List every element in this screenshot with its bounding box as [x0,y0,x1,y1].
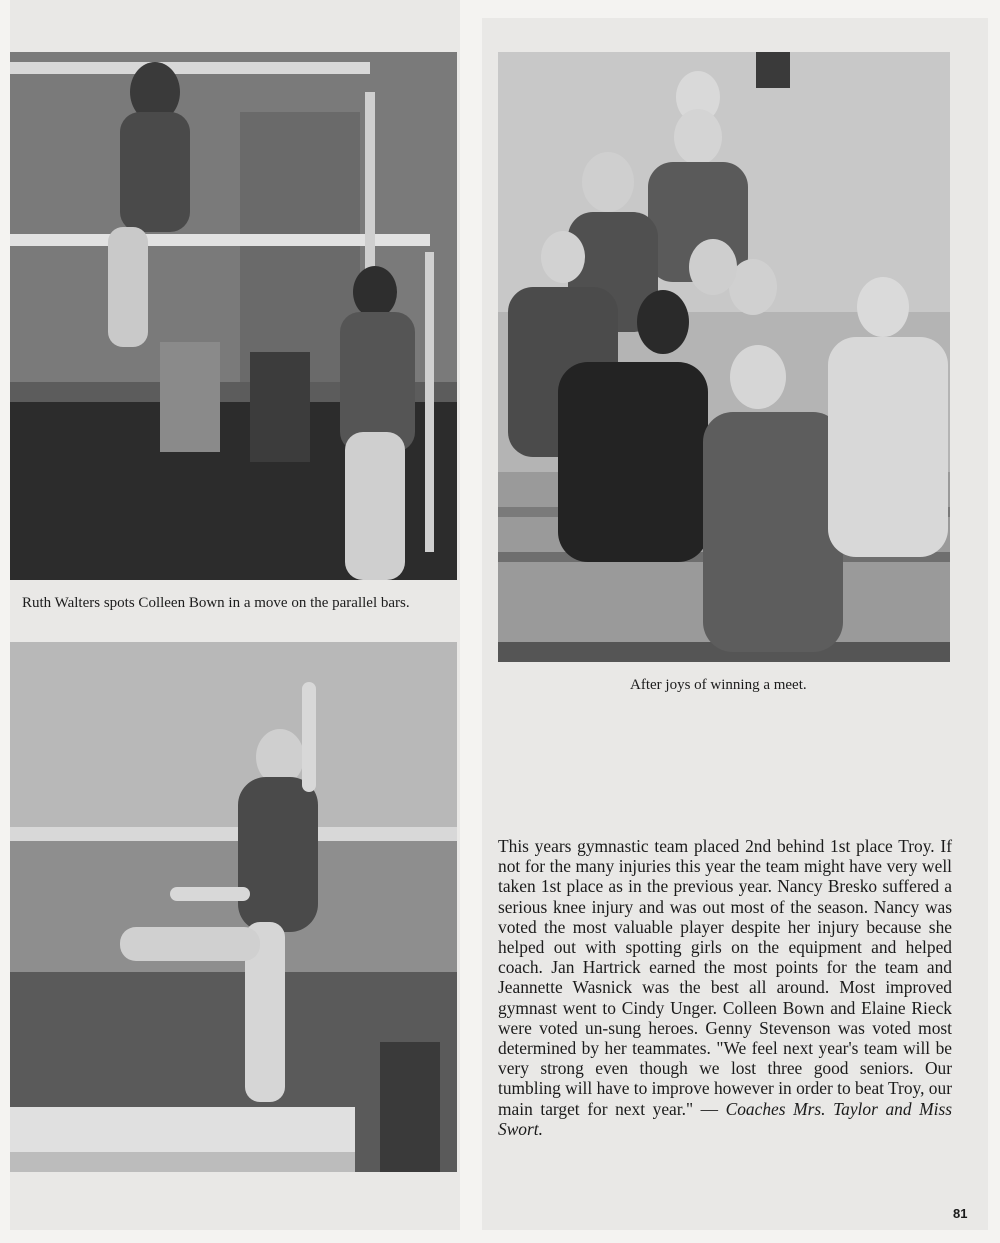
team-group-photo [498,52,950,662]
article-body [498,836,952,1139]
page-number: 81 [953,1206,968,1221]
parallel-bars-photo [10,52,457,580]
parallel-bars-caption: Ruth Walters spots Colleen Bown in a move on the parallel bars. [22,595,410,611]
team-group-caption: After joys of winning a meet. [630,677,807,693]
balance-beam-photo [10,642,457,1172]
coaches-signature: Coaches Mrs. Taylor and Miss Swort. [498,1098,952,1139]
article-body-text: This years gymnastic team placed 2nd behind 1st place Troy. If not for the many injuries this year the team might have very well taken 1st place as in the previous year. Nancy Bresko suffered a serious knee injury and was out most of the season. Nancy was voted the most valuable player despite her injury because she helped out with spotting girls on the equipment and helped coach. Jan Hartrick earned the most points for the team and Jeannette Wasnick was the best all around. Most improved gymnast went to Cindy Unger. Colleen Bown and Elaine Rieck were voted un-sung heroes. Genny Stevenson was voted most determined by her teammates. "We feel next year's team will be very strong even though we lost three good seniors. Our tumbling will have to improve however in order to beat Troy, our main target for next year." — [498,836,952,1119]
